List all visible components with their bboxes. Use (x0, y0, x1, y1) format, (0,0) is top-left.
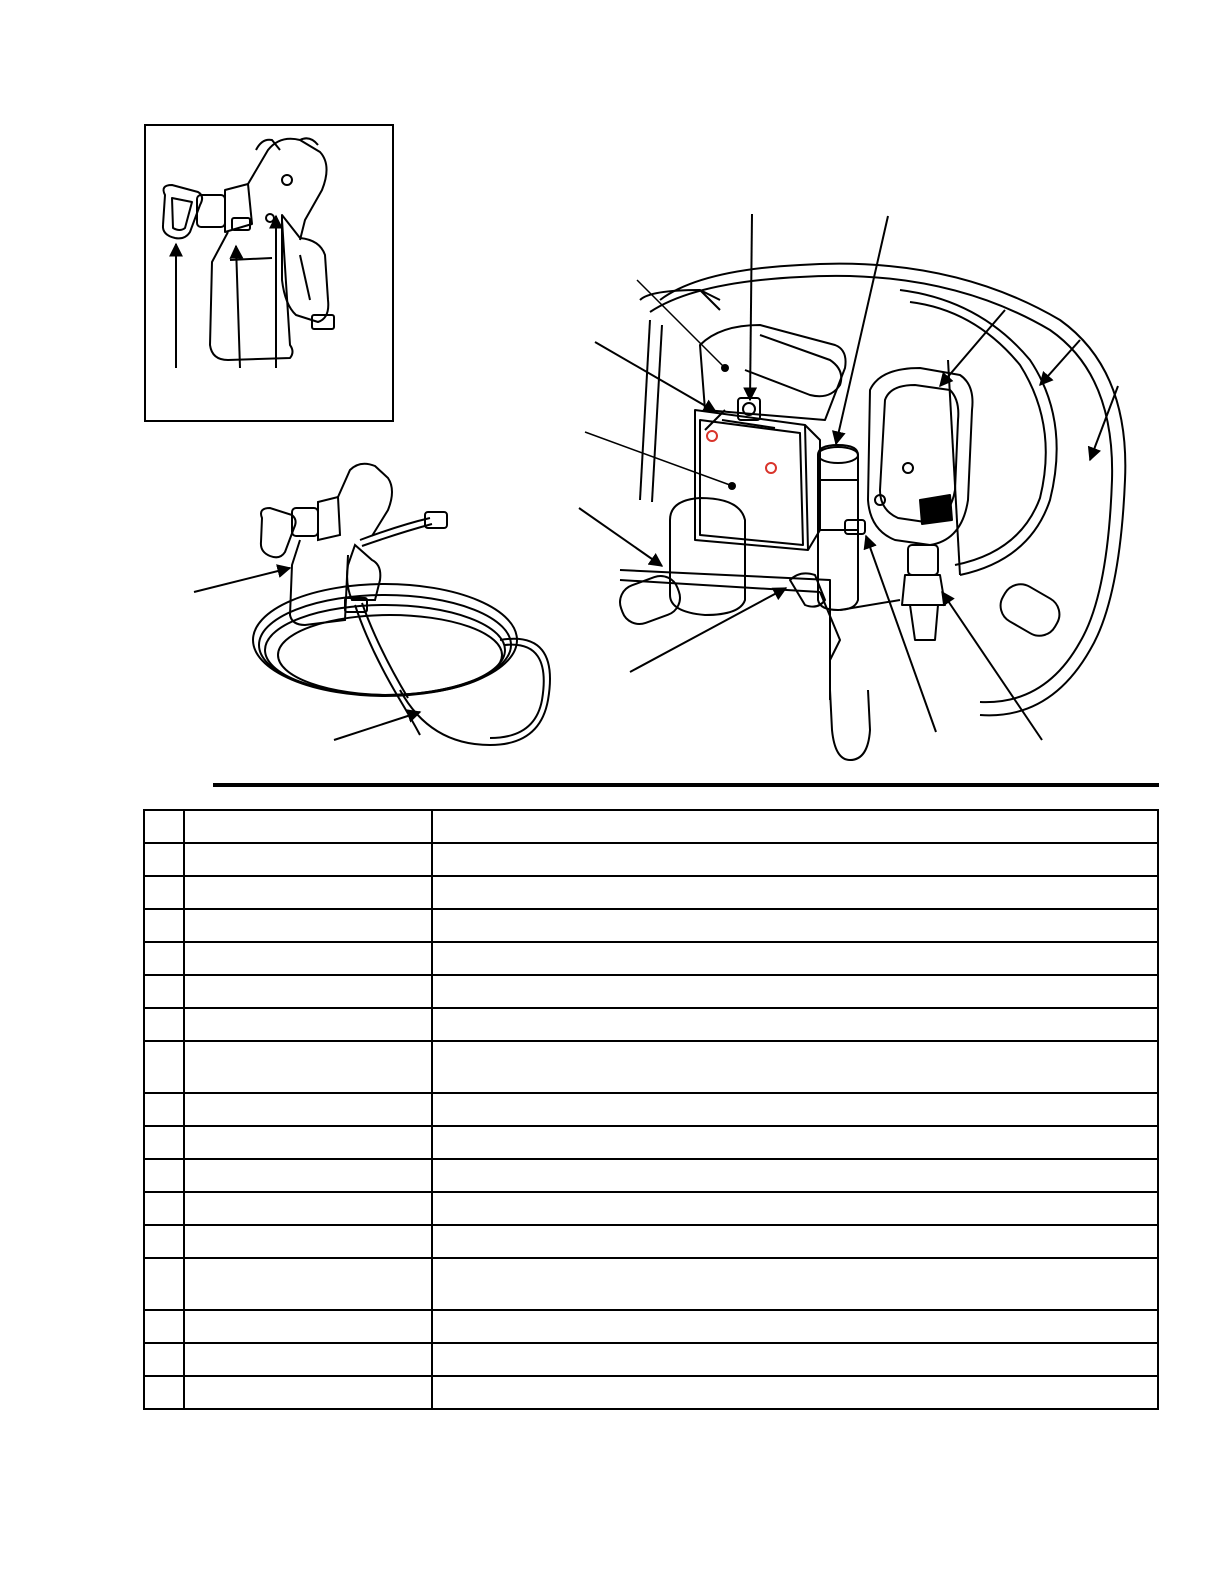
callout-arrow-drain-tube (579, 508, 662, 566)
legend-cell-ref (144, 942, 184, 975)
legend-cell-description (432, 1310, 1158, 1343)
inset-callout-arrow-tip (236, 246, 240, 368)
legend-cell-ref (144, 1041, 184, 1093)
callout-dot-control-panel (728, 482, 736, 490)
table-row (144, 1343, 1158, 1376)
legend-cell-ref (144, 1376, 184, 1409)
callout-arrow-pump (836, 216, 888, 444)
legend-cell-component (184, 1008, 432, 1041)
table-row (144, 810, 1158, 843)
legend-cell-component (184, 1126, 432, 1159)
callout-arrow-spray-gun (194, 568, 290, 592)
legend-cell-component (184, 975, 432, 1008)
legend-cell-ref (144, 1343, 184, 1376)
legend-cell-description (432, 1192, 1158, 1225)
table-row (144, 1310, 1158, 1343)
table-row (144, 1126, 1158, 1159)
legend-cell-component (184, 1258, 432, 1310)
legend-cell-ref (144, 909, 184, 942)
legend-cell-ref (144, 1192, 184, 1225)
legend-cell-component (184, 1192, 432, 1225)
legend-cell-description (432, 1159, 1158, 1192)
legend-cell-description (432, 942, 1158, 975)
legend-cell-description (432, 1008, 1158, 1041)
gun-detail-inset (145, 125, 393, 421)
table-row (144, 942, 1158, 975)
legend-cell-description (432, 1126, 1158, 1159)
callout-arrow-motor-cover (940, 310, 1005, 386)
legend-cell-description (432, 1258, 1158, 1310)
component-legend-table (143, 809, 1159, 1410)
legend-cell-component (184, 876, 432, 909)
legend-cell-component (184, 1343, 432, 1376)
table-row (144, 1093, 1158, 1126)
legend-cell-component (184, 1159, 432, 1192)
legend-cell-ref (144, 1159, 184, 1192)
callout-arrow-hose-loop (1040, 340, 1080, 385)
legend-cell-component (184, 810, 432, 843)
legend-cell-ref (144, 1310, 184, 1343)
callout-arrow-inlet-nut (942, 592, 1042, 740)
legend-cell-description (432, 909, 1158, 942)
spray-gun-closeup-drawing (163, 138, 334, 360)
table-row (144, 1258, 1158, 1310)
legend-cell-description (432, 843, 1158, 876)
legend-cell-component (184, 1093, 432, 1126)
legend-cell-ref (144, 843, 184, 876)
legend-cell-component (184, 909, 432, 942)
legend-cell-ref (144, 876, 184, 909)
legend-cell-ref (144, 1258, 184, 1310)
legend-cell-ref (144, 1126, 184, 1159)
legend-cell-component (184, 1376, 432, 1409)
legend-cell-description (432, 810, 1158, 843)
table-row (144, 1192, 1158, 1225)
legend-cell-description (432, 975, 1158, 1008)
legend-cell-description (432, 1041, 1158, 1093)
callout-arrow-on-off-switch (595, 342, 716, 412)
legend-cell-ref (144, 1225, 184, 1258)
table-row (144, 975, 1158, 1008)
section-divider-rule (213, 783, 1159, 787)
legend-cell-description (432, 1093, 1158, 1126)
legend-cell-ref (144, 975, 184, 1008)
table-row (144, 1376, 1158, 1409)
legend-cell-ref (144, 1093, 184, 1126)
legend-cell-ref (144, 1008, 184, 1041)
callout-arrow-suction-hose (1090, 386, 1118, 460)
legend-cell-component (184, 942, 432, 975)
legend-cell-component (184, 1041, 432, 1093)
table-row (144, 1225, 1158, 1258)
table-row (144, 876, 1158, 909)
legend-cell-description (432, 1376, 1158, 1409)
legend-cell-component (184, 843, 432, 876)
callout-arrow-outlet-fitting (866, 536, 936, 732)
table-row (144, 1008, 1158, 1041)
legend-cell-description (432, 1225, 1158, 1258)
legend-cell-component (184, 1310, 432, 1343)
sprayer-unit-drawing (615, 264, 1125, 760)
warning-label-marker (766, 463, 776, 473)
table-row (144, 1041, 1158, 1093)
legend-cell-component (184, 1225, 432, 1258)
gun-and-hose-drawing (253, 464, 550, 745)
legend-cell-description (432, 876, 1158, 909)
legend-cell-description (432, 1343, 1158, 1376)
table-row (144, 843, 1158, 876)
callout-arrow-whip-hose (334, 712, 420, 740)
callout-arrow-prime-valve (630, 588, 786, 672)
table-row (144, 909, 1158, 942)
table-row (144, 1159, 1158, 1192)
warning-label-marker (707, 431, 717, 441)
legend-cell-ref (144, 810, 184, 843)
